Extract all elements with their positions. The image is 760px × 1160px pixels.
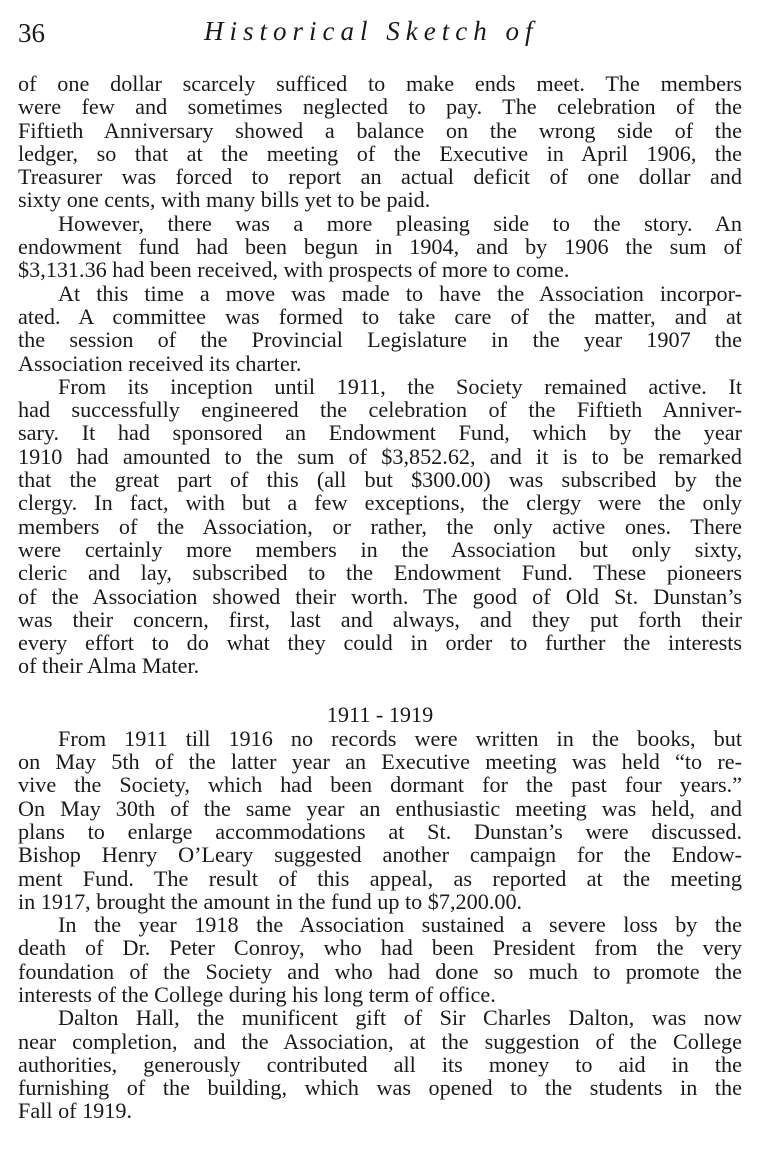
text-line: On May 30th of the same year an enthusiastic meeting was held, and [18, 795, 742, 821]
paragraph [18, 72, 742, 212]
text-line: in 1917, brought the amount in the fund up to $7,200.00. [18, 888, 523, 914]
section-heading: 1911 - 1919 [326, 701, 434, 727]
page-header [18, 14, 742, 54]
text-line: sixty one cents, with many bills yet to be paid. [18, 187, 431, 213]
text-line: Fall of 1919. [18, 1098, 133, 1124]
page-number: 36 [18, 18, 45, 48]
text-line: ated. A committee was formed to take care of the matter, and at [18, 303, 742, 329]
text-line: Bishop Henry O’Leary suggested another campaign for the Endow- [18, 842, 742, 868]
paragraph [18, 913, 742, 1006]
text-line: In the year 1918 the Association sustained a severe loss by the [58, 912, 742, 938]
text-line: vive the Society, which had been dormant for the past four years.” [18, 772, 742, 798]
text-line: members of the Association, or rather, the only active ones. There [18, 513, 742, 539]
text-line: furnishing of the building, which was opened to the students in the [18, 1075, 742, 1101]
text-line: foundation of the Society and who had done so much to promote the [18, 958, 742, 984]
text-line: near completion, and the Association, at the suggestion of the College [18, 1028, 742, 1054]
page-body [18, 72, 742, 1123]
text-line: At this time a move was made to have the Association incorpor- [58, 280, 742, 306]
text-line: of their Alma Mater. [18, 653, 200, 679]
text-line: ment Fund. The result of this appeal, as reported at the meeting [18, 865, 742, 891]
text-line: on May 5th of the latter year an Executive meeting was held “to re- [18, 749, 742, 775]
paragraph [18, 375, 742, 678]
text-line: that the great part of this (all but $300.00) was subscribed by the [18, 467, 742, 493]
text-line: From 1911 till 1916 no records were written in the books, but [58, 725, 742, 751]
text-line: endowment fund had been begun in 1904, and by 1906 the sum of [18, 234, 742, 260]
text-line: the session of the Provincial Legislature in the year 1907 the [18, 327, 742, 353]
text-line: interests of the College during his long term of office. [18, 981, 496, 1007]
paragraph [18, 727, 742, 913]
text-line: was their concern, first, last and always, and they put forth their [18, 606, 742, 632]
text-line: Treasurer was forced to report an actual deficit of one dollar and [18, 164, 742, 190]
text-line: However, there was a more pleasing side to the story. An [58, 210, 742, 236]
paragraph [18, 212, 742, 282]
text-line: were few and sometimes neglected to pay. The celebration of the [18, 94, 742, 120]
text-line: had successfully engineered the celebration of the Fiftieth Anniver- [18, 397, 742, 423]
text-line: plans to enlarge accommodations at St. Dunstan’s were discussed. [18, 818, 742, 844]
text-line: Fiftieth Anniversary showed a balance on the wrong side of the [18, 117, 742, 143]
paragraphs-after [18, 727, 742, 1123]
text-line: 1910 had amounted to the sum of $3,852.62, and it is to be remarked [18, 443, 742, 469]
text-line: ledger, so that at the meeting of the Executive in April 1906, the [18, 140, 742, 166]
text-line: Dalton Hall, the munificent gift of Sir Charles Dalton, was now [58, 1005, 742, 1031]
text-line: sary. It had sponsored an Endowment Fund, which by the year [18, 420, 742, 446]
text-line: Association received its charter. [18, 350, 302, 376]
text-line: authorities, generously contributed all its money to aid in the [18, 1051, 742, 1077]
text-line: of the Association showed their worth. The good of Old St. Dunstan’s [18, 583, 742, 609]
text-line: death of Dr. Peter Conroy, who had been President from the very [18, 935, 742, 961]
text-line: of one dollar scarcely sufficed to make ends meet. The members [18, 71, 742, 96]
paragraph [18, 282, 742, 375]
paragraph [18, 1006, 742, 1122]
text-line: were certainly more members in the Association but only sixty, [18, 536, 742, 562]
text-line: From its inception until 1911, the Society remained active. It [58, 373, 742, 399]
text-line: $3,131.36 had been received, with prospects of more to come. [18, 257, 570, 283]
running-head: Historical Sketch of [204, 16, 539, 46]
text-line: clergy. In fact, with but a few exceptions, the clergy were the only [18, 490, 742, 516]
paragraphs-before [18, 72, 742, 678]
text-line: every effort to do what they could in order to further the interests [18, 630, 742, 656]
text-line: cleric and lay, subscribed to the Endowment Fund. These pioneers [18, 560, 742, 586]
